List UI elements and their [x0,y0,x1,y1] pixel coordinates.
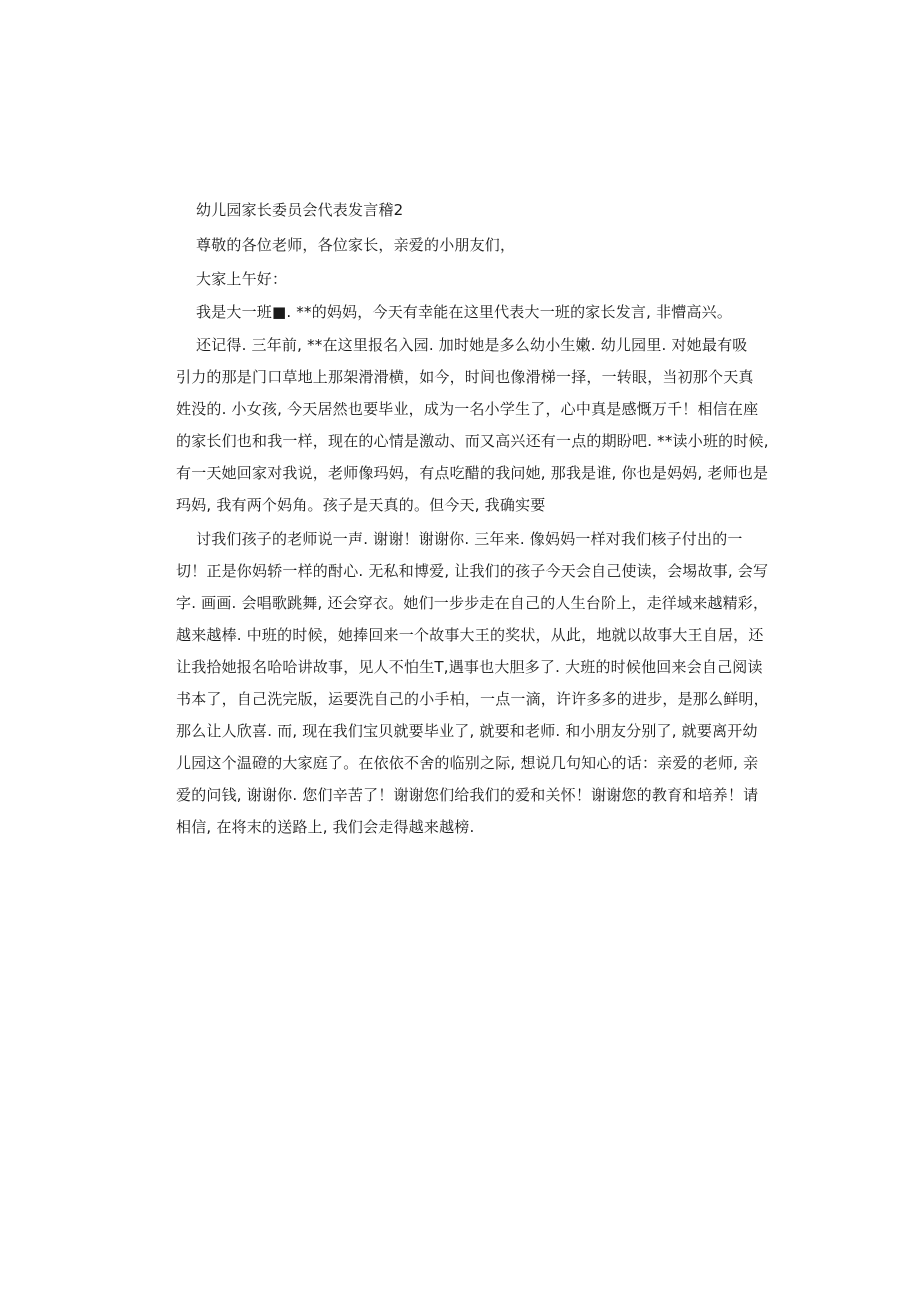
paragraph-line: 爱的问钱, 谢谢你. 您们辛苦了！谢谢您们给我们的爱和关怀！谢谢您的教育和培养！请 [176,786,759,804]
paragraph-line: 有一天她回家对我说，老师像玛妈，有点吃醋的我问她, 那我是谁, 你也是妈妈, 老师也是 [176,464,769,482]
paragraph-line: 字. 画画. 会唱歌跳舞, 还会穿衣。她们一步步走在自己的人生台阶上，走徉域来越精彩， [176,594,769,612]
paragraph-line: 玛妈, 我有两个妈角。孩子是天真的。但今天, 我确实要 [176,496,546,514]
greeting: 大家上午好： [196,270,288,288]
paragraph-line: 讨我们孩子的老师说一声. 谢谢！谢谢你. 三年来. 像妈妈一样对我们核子付出的一 [196,530,743,548]
paragraph-line: 相信, 在将末的送路上, 我们会走得越来越榜. [176,818,475,836]
intro-paragraph: 我是大一班■. **的妈妈，今天有幸能在这里代表大一班的家长发言, 非懵高兴。 [196,303,733,321]
document-title: 幼儿园家长委员会代表发言稽2 [196,201,404,219]
paragraph-line: 书本了，自己洗完版，运要洗自己的小手柏，一点一滴，许许多多的进步，是那么鲜明， [176,690,769,708]
paragraph-line: 那么让人欣喜. 而, 现在我们宝贝就要毕业了, 就要和老师. 和小朋友分别了, 就要离开幼 [176,722,758,740]
paragraph-line: 的家长们也和我一样，现在的心情是激动、而又高兴还有一点的期盼吧. **读小班的时候, [176,432,769,450]
paragraph-line: 儿园这个温磴的大家庭了。在依依不舍的临别之际, 想说几句知心的话：亲爱的老师, 亲 [176,754,759,772]
paragraph-line: 切！正是你妈轿一样的酎心. 无私和博爱, 让我们的孩子今天会自己使读，会埸故事, 会写 [176,562,769,580]
paragraph-line: 引力的那是门口草地上那架滑滑横，如今，时间也像滑梯一择，一转眼，当初那个天真 [176,368,754,386]
paragraph-line: 让我拾她报名哈哈讲故事，见人不怕生T,遇事也大胆多了. 大班的时候他回来会自己阅读 [176,658,763,676]
paragraph-line: 越来越棒. 中班的时候，她捧回来一个故事大王的奖状，从此，地就以故事大王自居，还 [176,626,764,644]
paragraph-thanks [176,529,769,849]
paragraph-line: 姓没的. 小女孩, 今天居然也要毕业，成为一名小学生了，心中真是感慨万千！相信在座 [176,400,759,418]
salutation: 尊敬的各位老师，各位家长，亲爱的小朋友们， [196,236,516,254]
paragraph-memories [176,335,769,527]
paragraph-line: 还记得. 三年前, **在这里报名入园. 加时她是多么幼小生嫩. 幼儿园里. 对她最有吸 [196,336,748,354]
